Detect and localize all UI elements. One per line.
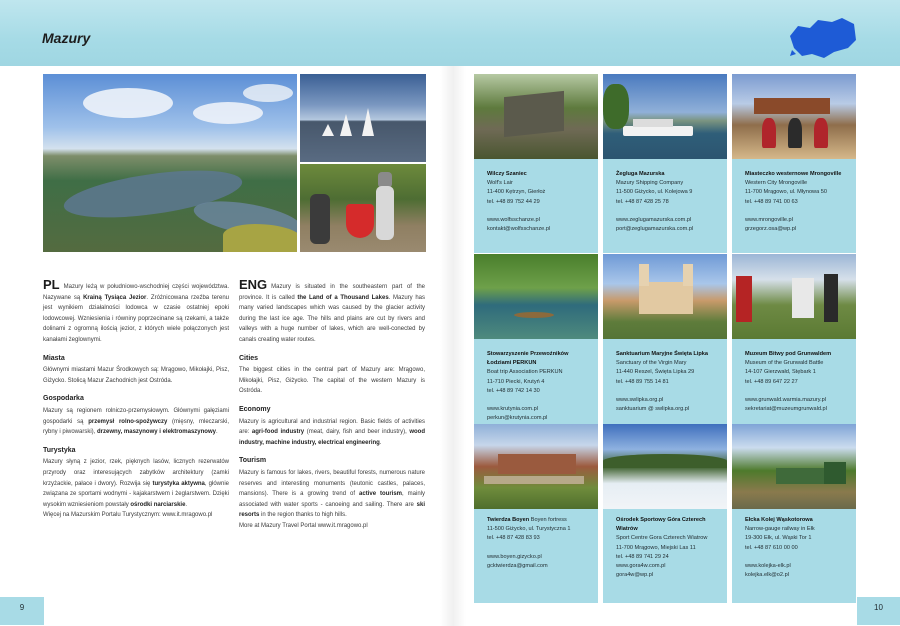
header-band bbox=[0, 0, 900, 66]
region-map-icon bbox=[784, 14, 860, 62]
text: . Zróżnicowana rzeźba terenu jest wynikiem działalności lodowca w czasie ostatniej epoki lodowcowej. Wzniesienia i równiny poprzecinane są rzekami, a także dolinami z ogromną ilością jezior, z których wiele połączonych jest kanałami żeglownymi. bbox=[43, 294, 230, 343]
pl-intro bbox=[43, 277, 230, 346]
card-email-link[interactable]: gora4w@wp.pl bbox=[616, 572, 654, 579]
en-lang-label: ENG bbox=[239, 277, 268, 292]
card-address: 19-300 Ełk, ul. Wąski Tor 1 bbox=[745, 535, 812, 542]
card-name: Stowarzyszenie Przewoźników Łodziami PERKUN bbox=[487, 351, 569, 367]
text: Mazury is situated in the southeastern part of the province. It is called bbox=[239, 284, 425, 301]
card-address: 11-710 Piecki, Krutyń 4 bbox=[487, 378, 545, 385]
text: active tourism bbox=[359, 491, 403, 498]
en-intro bbox=[239, 277, 426, 346]
text: . bbox=[185, 501, 188, 508]
railway-photo bbox=[732, 424, 856, 509]
english-text-column bbox=[239, 277, 426, 531]
mrongoville-photo bbox=[732, 74, 856, 159]
card-name: Twierdza Boyen bbox=[487, 517, 530, 523]
pl-tourism-text bbox=[43, 457, 229, 510]
card-website-link[interactable]: www.zeglugamazurska.com.pl bbox=[616, 216, 692, 223]
text: (mięsny, mleczarski, rybny i piwowarski), bbox=[43, 418, 230, 436]
card-title-line bbox=[487, 516, 594, 525]
en-portal-link[interactable]: More at Mazury Travel Portal www.it.mragowo.pl bbox=[239, 522, 368, 529]
card-phone: tel. +48 87 610 00 00 bbox=[745, 544, 798, 551]
card-address: 11-440 Reszel, Święta Lipka 29 bbox=[616, 369, 695, 376]
pl-cities-text: Głównymi miastami Mazur Środkowych są: Mrągowo, Mikołajki, Pisz, Giżycko. Stolicą Mazur Zachodnich jest Ostróda. bbox=[43, 367, 229, 384]
card-address: 11-500 Giżycko, ul. Kolejowa 9 bbox=[616, 189, 693, 196]
text: Mazury is agricultural and industrial region. Basic fields of activities are: bbox=[239, 418, 425, 436]
attraction-card-elk-railway bbox=[732, 424, 856, 603]
card-email-link[interactable]: kolejka.elk@o2.pl bbox=[745, 572, 789, 579]
text: . bbox=[379, 439, 382, 446]
text: agri-food industry bbox=[251, 429, 305, 436]
shipping-photo bbox=[603, 74, 727, 159]
text: przemysł rolno-spożywczy bbox=[88, 418, 168, 425]
attraction-card-wolfs-lair bbox=[474, 74, 598, 253]
card-website-link[interactable]: www.boyen.gizycko.pl bbox=[487, 553, 542, 560]
card-website-link[interactable]: www.swlipka.org.pl bbox=[616, 396, 664, 403]
card-phone: tel. +48 89 752 44 29 bbox=[487, 198, 540, 205]
attraction-card-gora4w bbox=[603, 424, 727, 603]
en-economy-heading: Economy bbox=[239, 405, 271, 413]
en-economy-text bbox=[239, 417, 425, 449]
text: Krainą Tysiąca Jezior bbox=[83, 294, 147, 301]
card-name: Sanktuarium Maryjne Święta Lipka bbox=[616, 351, 709, 357]
polish-text-column bbox=[43, 277, 230, 521]
en-tourism-heading: Tourism bbox=[239, 457, 267, 465]
sailboats-photo bbox=[300, 74, 426, 162]
card-phone: tel. +48 89 742 14 30 bbox=[487, 387, 540, 394]
card-subtitle: Mazury Shipping Company bbox=[616, 180, 684, 187]
card-subtitle: Wolf's Lair bbox=[487, 180, 513, 187]
text: in the region thanks to high hills. bbox=[259, 512, 347, 519]
ski-centre-photo bbox=[603, 424, 727, 509]
card-email-link[interactable]: port@zeglugamazurska.com.pl bbox=[616, 226, 694, 233]
pl-portal-link[interactable]: Więcej na Mazurskim Portalu Turystycznym: www.it.mragowo.pl bbox=[43, 512, 213, 519]
pl-lang-label: PL bbox=[43, 277, 60, 292]
card-phone: tel. +48 87 428 83 93 bbox=[487, 535, 540, 542]
text: the Land of a Thousand Lakes bbox=[297, 294, 389, 301]
card-name: Wilczy Szaniec bbox=[487, 171, 527, 177]
page-number-left: 9 bbox=[0, 597, 44, 625]
card-email-link[interactable]: sanktuarium @ swlipka.org.pl bbox=[616, 406, 690, 413]
page-title: Mazury bbox=[42, 30, 91, 46]
pl-economy-text bbox=[43, 406, 229, 438]
text: Mazury leżą w południowo-wschodniej części województwa. Nazywane są bbox=[43, 284, 229, 301]
card-address: 11-500 Giżycko, ul. Turystyczna 1 bbox=[487, 526, 571, 533]
card-address: 11-700 Mrągowo, Miejski Las 11 bbox=[616, 544, 696, 551]
card-address: 11-700 Mrągowo, ul. Młynowa 50 bbox=[745, 189, 827, 196]
en-tourism-text bbox=[239, 468, 425, 521]
pl-cities-heading: Miasta bbox=[43, 354, 65, 362]
card-phone: tel. +48 89 755 14 81 bbox=[616, 378, 669, 385]
card-subtitle: Sanctuary of the Virgin Mary bbox=[616, 360, 687, 367]
card-name: Ośrodek Sportowy Góra Czterech Wiatrów bbox=[616, 517, 706, 533]
card-address: 11-400 Kętrzyn, Gierłoż bbox=[487, 189, 546, 196]
page-fold bbox=[440, 66, 466, 626]
card-website-link[interactable]: www.wolfsschanze.pl bbox=[487, 216, 540, 223]
card-email-link[interactable]: gcktwierdza@gmail.com bbox=[487, 562, 548, 569]
text: , mainly associated with water sports - canoeing and sailing. There are bbox=[239, 491, 425, 508]
card-website-link[interactable]: www.gora4w.com.pl bbox=[616, 563, 666, 570]
card-email-link[interactable]: perkun@krutynia.com.pl bbox=[487, 415, 548, 422]
card-phone: tel. +48 89 647 22 27 bbox=[745, 378, 798, 385]
attraction-card-boyen bbox=[474, 424, 598, 603]
text: Mazury są regionem rolniczo-przemysłowym. Głównymi gałęziami gospodarki są bbox=[43, 407, 229, 425]
page-number-right: 10 bbox=[857, 597, 900, 625]
card-website-link[interactable]: www.mrongoville.pl bbox=[745, 216, 793, 223]
pl-economy-heading: Gospodarka bbox=[43, 395, 84, 403]
card-subtitle: Boat trip Association PERKUN bbox=[487, 369, 563, 376]
text: wood industry, machine industry, electrical engineering bbox=[239, 429, 425, 446]
en-cities-heading: Cities bbox=[239, 354, 259, 362]
pl-tourism-heading: Turystyka bbox=[43, 446, 76, 454]
card-subtitle: Museum of the Grunwald Battle bbox=[745, 360, 824, 367]
card-phone: tel. +48 89 741 29 24 bbox=[616, 553, 669, 560]
card-name: Ełcka Kolej Wąskotorowa bbox=[745, 517, 813, 523]
boyen-fortress-photo bbox=[474, 424, 598, 509]
card-name: Żegluga Mazurska bbox=[616, 171, 665, 177]
card-name: Miasteczko westernowe Mrongoville bbox=[745, 171, 842, 177]
knights-photo bbox=[300, 164, 426, 252]
card-phone: tel. +48 87 428 25 78 bbox=[616, 198, 669, 205]
attraction-card-perkun bbox=[474, 254, 598, 433]
card-phone: tel. +48 89 741 00 63 bbox=[745, 198, 798, 205]
text: ośrodki narciarskie bbox=[130, 501, 186, 508]
card-website-link[interactable]: www.krutynia.com.pl bbox=[487, 406, 538, 413]
card-subtitle: Narrow-gauge railway in Ełk bbox=[745, 526, 815, 533]
text: Mazury słyną z jezior, rzek, pięknych lasów, licznych rezerwatów przyrody oraz interesujących zabytków architektury (zamki krzyżackie, pałace i dwory). Rozwija się bbox=[43, 459, 229, 487]
attraction-card-mrongoville bbox=[732, 74, 856, 253]
text: Mazury is famous for lakes, rivers, beautiful forests, numerous nature reserves and interesting monuments (teutonic castles, palaces, mansions). There is a growing trend of bbox=[239, 469, 425, 498]
river-photo bbox=[474, 254, 598, 339]
card-website-link[interactable]: www.kolejka-elk.pl bbox=[745, 562, 791, 569]
text: . bbox=[215, 429, 218, 436]
card-email-link[interactable]: sekretariat@muzeumgrunwald.pl bbox=[745, 406, 827, 413]
attraction-card-swieta-lipka bbox=[603, 254, 727, 433]
attraction-card-grunwald bbox=[732, 254, 856, 433]
text: (meat, dairy, fish and beer industry), bbox=[304, 429, 410, 436]
text: drzewny, maszynowy i elektromaszynowy bbox=[97, 429, 216, 436]
text: turystyka aktywna bbox=[152, 480, 205, 487]
attraction-card-shipping bbox=[603, 74, 727, 253]
lake-aerial-photo bbox=[43, 74, 297, 252]
card-subtitle: Sport Centre Gora Czterech Wiatrow bbox=[616, 535, 708, 542]
sanctuary-photo bbox=[603, 254, 727, 339]
en-cities-text: The biggest cities in the central part of Mazury are: Mrągowo, Mikołajki, Pisz, Giżycko. The capital of the western Mazury is Ostróda. bbox=[239, 367, 425, 395]
text: ski resorts bbox=[239, 501, 425, 519]
grunwald-battle-photo bbox=[732, 254, 856, 339]
card-subtitle: Boyen fortress bbox=[530, 517, 567, 523]
wolfs-lair-photo bbox=[474, 74, 598, 159]
card-name: Muzeum Bitwy pod Grunwaldem bbox=[745, 351, 832, 357]
card-email-link[interactable]: grzegorz.osa@wp.pl bbox=[745, 226, 797, 233]
text: , głównie związana ze sportami wodnymi - kajakarstwem i żeglarstwem. Dzięki wysokim wzniesieniom powstały bbox=[43, 480, 229, 508]
card-website-link[interactable]: www.grunwald.warmia.mazury.pl bbox=[745, 396, 827, 403]
card-subtitle: Western City Mrongoville bbox=[745, 180, 808, 187]
text: . Mazury has many varied landscapes which was caused by the glacier activity during the last ice age. The hills and plains are cut by rivers and valleys with a huge number of lakes, which are well-conected by canals creating water routes. bbox=[239, 294, 426, 343]
card-address: 14-107 Gierzwałd, Stębark 1 bbox=[745, 369, 816, 376]
card-email-link[interactable]: kontakt@wolfsschanze.pl bbox=[487, 226, 551, 233]
